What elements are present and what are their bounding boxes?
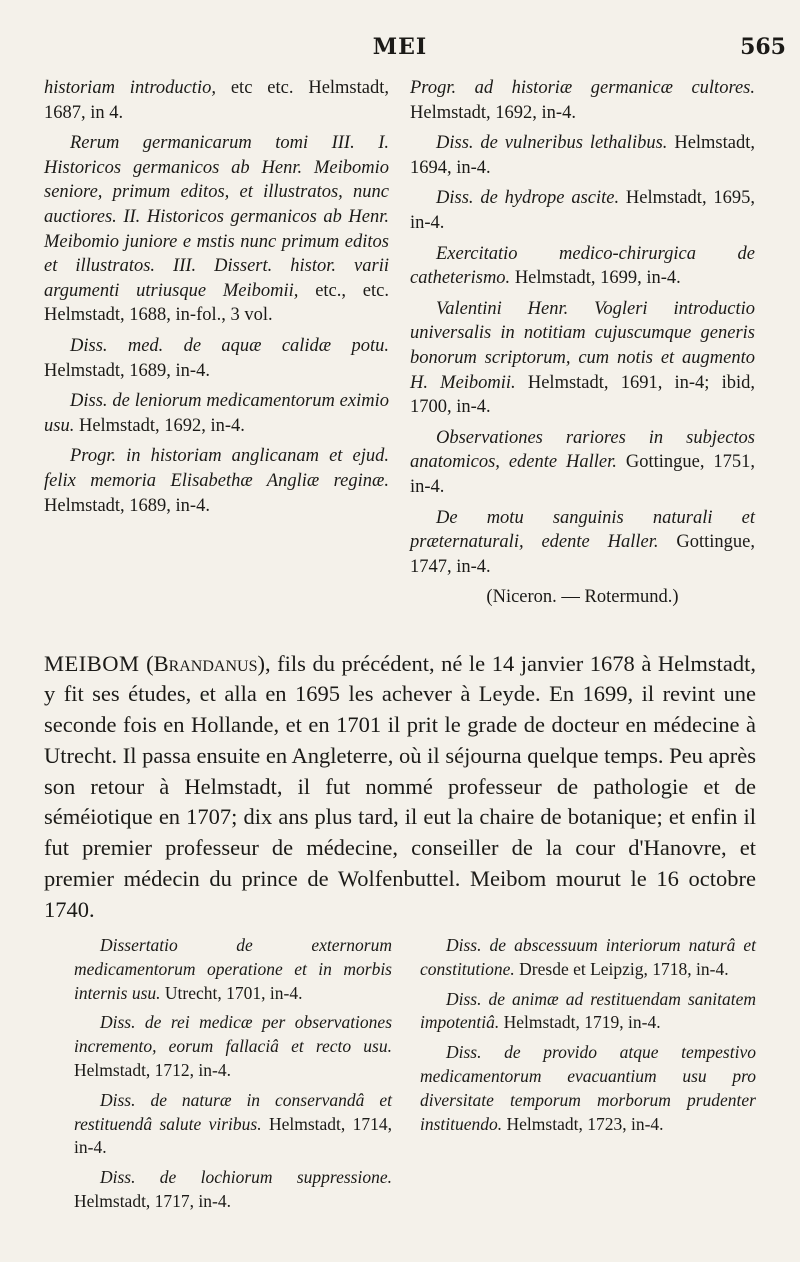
work-entry: Diss. de vulneribus lethalibus. Helmstadt, 1694, in-4. [410, 133, 755, 178]
work-entry: Diss. de naturæ in conservandâ et restituendâ salute viribus. Helmstadt, 1714, in-4. [74, 1089, 392, 1158]
work-entry: De motu sanguinis naturali et præternaturali, edente Haller. Gottingue, 1747, in-4. [410, 507, 755, 577]
work-entry: Dissertatio de externorum medicamentorum operatione et in morbis internis usu. Utrecht, 1701, in-4. [74, 935, 392, 1003]
work-entry: Progr. ad historiæ germanicæ cultores. Helmstadt, 1692, in-4. [410, 78, 755, 123]
source-note: (Niceron. — Rotermund.) [486, 587, 679, 608]
running-head [0, 34, 800, 64]
work-entry: Diss. de animæ ad restituendam sanitatem impotentiâ. Helmstadt, 1719, in-4. [420, 988, 756, 1033]
work-entry: Diss. med. de aquæ calidæ potu. Helmstadt, 1689, in-4. [44, 335, 389, 381]
biography-name: MEIBOM [44, 650, 140, 676]
work-entry: Rerum germanicarum tomi III. I. Historicos germanicos ab Henr. Meibomio seniore, primum editos, et illustratos, nunc auctiores. II. Historicos germanicos ab Henr. Meibomio juniore e mstis nunc primum editos et illustratos. III. Dissert. histor. varii argumenti utriusque Meibomii, etc., etc. Helmstadt, 1688, in-fol., 3 vol. [44, 133, 389, 326]
work-entry: Progr. in historiam anglicanam et ejud. felix memoria Elisabethæ Angliæ reginæ. Helmstadt, 1689, in-4. [44, 446, 389, 516]
work-entry: Diss. de leniorum medicamentorum eximio usu. Helmstadt, 1692, in-4. [44, 391, 389, 436]
work-entry: Diss. de hydrope ascite. Helmstadt, 1695, in-4. [410, 188, 756, 233]
work-entry: Diss. de lochiorum suppressione. Helmstadt, 1717, in-4. [74, 1167, 392, 1211]
works-column-top-left [44, 76, 389, 524]
work-entry: Diss. de abscessuum interiorum naturâ et constitutione. Dresde et Leipzig, 1718, in-4. [420, 935, 756, 979]
works-column-bottom-left [74, 934, 392, 1220]
biography-given-name: (Brandanus), [146, 650, 271, 676]
biography-paragraph [44, 649, 756, 926]
work-entry: Diss. de provido atque tempestivo medicamentorum evacuantium usu pro diversitate temporum morborum prudenter instituendo. Helmstadt, 1723, in-4. [420, 1042, 756, 1134]
works-column-top-right [410, 76, 755, 628]
work-entry: Observationes rariores in subjectos anatomicos, edente Haller. Gottingue, 1751, in-4. [410, 427, 755, 497]
work-entry: Valentini Henr. Vogleri introductio universalis in notitiam cujuscumque generis bonorum scriptorum, cum notis et augmento H. Meibomii. Helmstadt, 1691, in-4; ibid, 1700, in-4. [410, 298, 755, 418]
running-head-title: MEI [372, 34, 428, 60]
biography-text: fils du précédent, né le 14 janvier 1678 à Helmstadt, y fit ses études, et alla en 1695 les achever à Leyde. En 1699, il revint une seconde fois en Hollande, et en 1701 il prit le grade de docteur en médecine à Utrecht. Il passa ensuite en Angleterre, où il séjourna quelque temps. Peu après son retour à Helmstadt, il fut nommé professeur de pathologie et de séméiotique en 1707; dix ans plus tard, il eut la chaire de botanique; et enfin il fut premier professeur de médecine, conseiller de la cour d'Hanovre, et premier médecin du prince de Wolfenbuttel. Meibom mourut le 16 octobre 1740. [44, 650, 757, 922]
works-column-bottom-right [420, 934, 756, 1142]
work-entry: Exercitatio medico-chirurgica de catheterismo. Helmstadt, 1699, in-4. [410, 243, 755, 289]
work-entry: Diss. de rei medicæ per observationes incremento, eorum fallaciâ et recto usu. Helmstadt, 1712, in-4. [74, 1012, 392, 1080]
work-entry: historiam introductio, etc etc. Helmstadt, 1687, in 4. [44, 78, 389, 123]
page-number: 565 [740, 34, 786, 60]
